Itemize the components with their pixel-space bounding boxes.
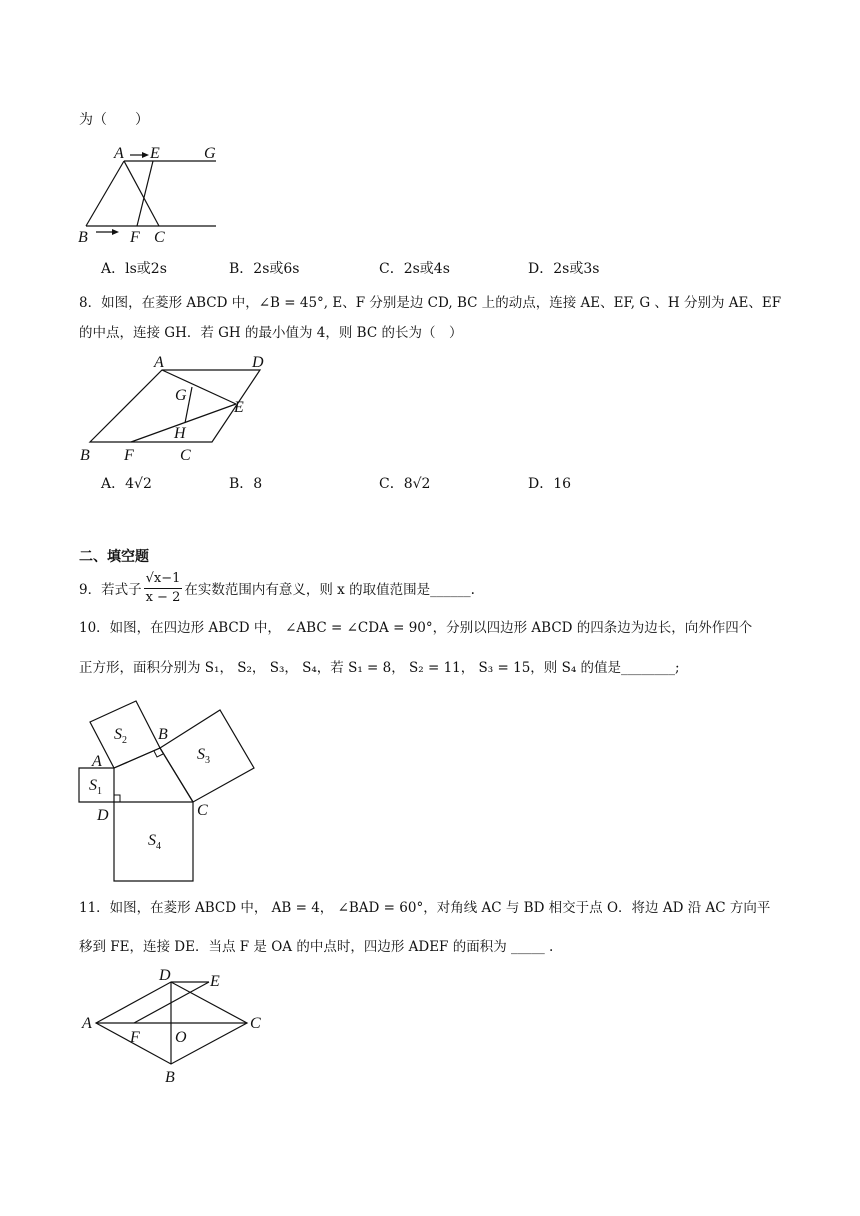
- option-text: 8: [253, 476, 263, 492]
- q10-label-s2: $S_2$: [114, 726, 127, 746]
- option-letter: A．: [101, 476, 126, 492]
- q10-label-a: A: [92, 753, 102, 770]
- q10-label-s4: $S_4$: [148, 832, 161, 852]
- q7-tail-text: 为（ ）: [79, 112, 149, 128]
- q7-option-c[interactable]: [379, 258, 450, 278]
- q7-label-f: F: [130, 229, 140, 246]
- q11-stem-line2: 移到 FE，连接 DE．当点 F 是 OA 的中点时，四边形 ADEF 的面积为 _____ .: [79, 939, 554, 955]
- q10-label-s3: $S_3$: [197, 746, 210, 766]
- q11-figure: [74, 966, 274, 1090]
- q8-label-a: A: [154, 354, 164, 371]
- q7-label-g: G: [204, 145, 216, 162]
- q11-label-b: B: [165, 1069, 175, 1086]
- q8-label-g: G: [175, 387, 187, 404]
- q10-label-s1: $S_1$: [89, 777, 102, 797]
- q8-label-f: F: [124, 447, 134, 464]
- q8-option-a[interactable]: [101, 473, 152, 493]
- q11-label-e: E: [210, 973, 220, 990]
- q11-stem-line1: 11．如图，在菱形 ABCD 中， AB = 4， ∠BAD = 60°，对角线 AC 与 BD 相交于点 O．将边 AD 沿 AC 方向平: [79, 900, 771, 916]
- q11-label-f: F: [130, 1029, 140, 1046]
- q8-stem-line2: 的中点，连接 GH．若 GH 的最小值为 4，则 BC 的长为（ ）: [79, 325, 463, 341]
- q10-figure: [70, 695, 260, 885]
- q9-suffix: 在实数范围内有意义，则 x 的取值范围是______.: [184, 582, 475, 598]
- q8-figure: [74, 350, 284, 465]
- option-letter: B．: [229, 261, 254, 277]
- q9-numerator: √x−1: [144, 570, 183, 589]
- q10-label-c: C: [197, 802, 208, 819]
- option-text: ls或2s: [125, 261, 167, 277]
- q7-label-b: B: [78, 229, 88, 246]
- option-text: 4√2: [125, 476, 152, 492]
- q7-label-c: C: [154, 229, 165, 246]
- q11-label-d: D: [159, 967, 171, 984]
- q7-option-b[interactable]: [229, 258, 299, 278]
- q8-label-b: B: [80, 447, 90, 464]
- q10-label-b: B: [158, 726, 168, 743]
- option-letter: A．: [101, 261, 126, 277]
- q7-option-d[interactable]: [528, 258, 599, 278]
- option-text: 16: [553, 476, 572, 492]
- option-letter: D．: [528, 476, 554, 492]
- q10-label-d: D: [97, 807, 109, 824]
- q11-label-a: A: [82, 1015, 92, 1032]
- q8-label-h: H: [174, 425, 186, 442]
- q8-option-b[interactable]: [229, 473, 262, 493]
- q7-option-a[interactable]: [101, 258, 167, 278]
- q7-figure: [74, 140, 234, 250]
- option-letter: C．: [379, 476, 404, 492]
- q8-option-d[interactable]: [528, 473, 571, 493]
- option-letter: B．: [229, 476, 254, 492]
- option-letter: C．: [379, 261, 404, 277]
- q8-label-e: E: [234, 399, 244, 416]
- option-text: 2s或4s: [403, 261, 450, 277]
- option-letter: D．: [528, 261, 554, 277]
- q7-label-e: E: [150, 145, 160, 162]
- q9-denominator: x − 2: [145, 589, 181, 605]
- option-text: 8√2: [403, 476, 431, 492]
- option-text: 2s或3s: [553, 261, 600, 277]
- section-title: 二、填空题: [79, 549, 149, 565]
- q9-prefix: 9．若式子: [79, 582, 142, 598]
- q9-fraction: [144, 570, 183, 607]
- option-text: 2s或6s: [253, 261, 300, 277]
- q10-stem-line1: 10．如图，在四边形 ABCD 中， ∠ABC = ∠CDA = 90°，分别以四边形 ABCD 的四条边为边长，向外作四个: [79, 620, 753, 636]
- q11-label-o: O: [175, 1029, 187, 1046]
- q8-stem-line1: 8．如图，在菱形 ABCD 中，∠B = 45°, E、F 分别是边 CD, BC 上的动点，连接 AE、EF, G 、H 分别为 AE、EF: [79, 295, 782, 311]
- q10-stem-line2: 正方形，面积分别为 S₁， S₂， S₃， S₄，若 S₁ = 8， S₂ = 11， S₃ = 15，则 S₄ 的值是________;: [79, 660, 680, 676]
- q8-label-d: D: [252, 354, 264, 371]
- q11-label-c: C: [250, 1015, 261, 1032]
- q7-label-a: A: [114, 145, 124, 162]
- q8-option-c[interactable]: [379, 473, 430, 493]
- q8-label-c: C: [180, 447, 191, 464]
- q9-stem: [79, 566, 475, 610]
